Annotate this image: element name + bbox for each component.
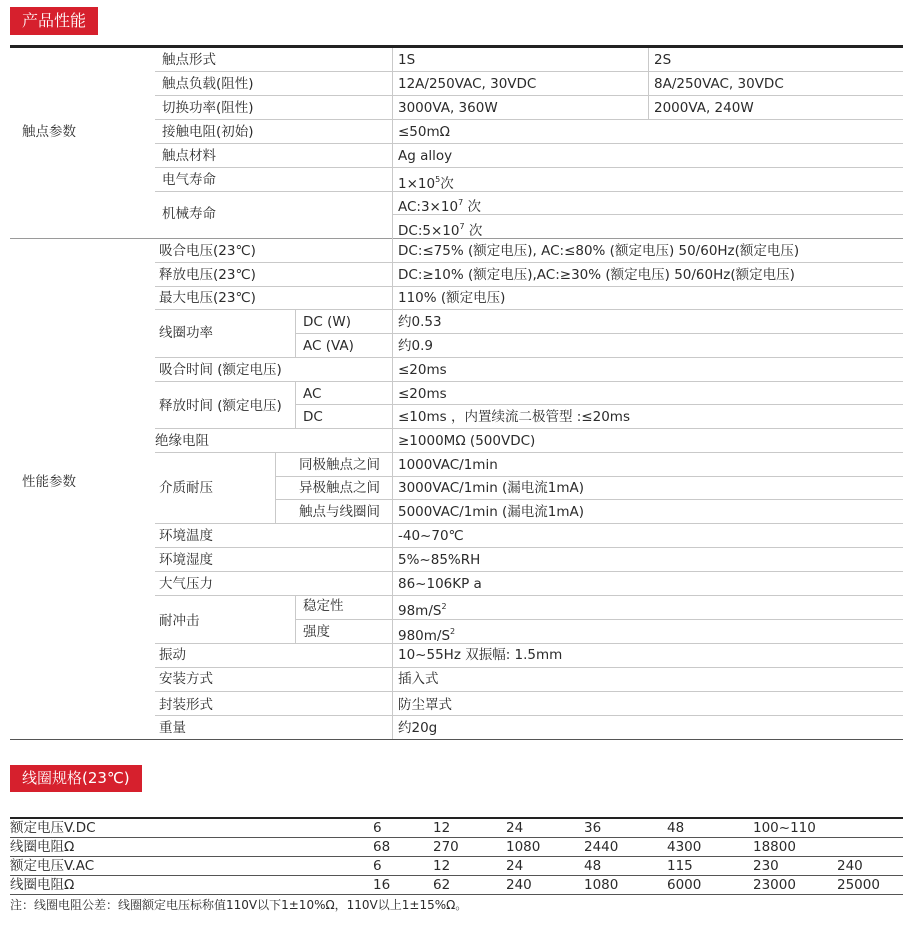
row-value: $1\times 10^5$次 xyxy=(398,175,454,192)
row-value: ≤20ms xyxy=(398,362,447,378)
row-label: 接触电阻(初始) xyxy=(162,124,254,140)
row-sublabel: 稳定性 xyxy=(303,598,344,614)
row-label: 触点材料 xyxy=(162,148,216,164)
table-cell: 18800 xyxy=(753,838,837,857)
footnote: 注：线圈电阻公差：线圈额定电压标称值110V以下1±10%Ω，110V以上1±15%Ω。 xyxy=(10,898,468,912)
row-value: 12A/250VAC, 30VDC xyxy=(398,76,537,92)
table-cell-label: 额定电压V.AC xyxy=(10,857,373,876)
table-cell-label: 线圈电阻Ω xyxy=(10,838,373,857)
row-label: 环境温度 xyxy=(159,528,213,544)
row-value: 86~106KP a xyxy=(398,576,482,592)
table-cell: 4300 xyxy=(667,838,753,857)
row-value: ≥1000MΩ (500VDC) xyxy=(398,433,536,449)
row-value: Ag alloy xyxy=(398,148,453,164)
row-value: 2000VA, 240W xyxy=(654,100,754,116)
row-value: -40~70℃ xyxy=(398,528,464,544)
group-label-performance: 性能参数 xyxy=(22,474,76,490)
row-value: 110% (额定电压) xyxy=(398,290,506,306)
section-rule xyxy=(10,45,903,48)
table-row xyxy=(10,857,903,876)
row-label: 环境湿度 xyxy=(159,552,213,568)
table-cell: 270 xyxy=(433,838,506,857)
row-label: 重量 xyxy=(159,720,186,736)
table-cell: 230 xyxy=(753,857,837,876)
row-sublabel: AC xyxy=(303,386,322,402)
table-cell: 48 xyxy=(584,857,667,876)
row-label: 最大电压(23℃) xyxy=(159,290,256,306)
row-label: 电气寿命 xyxy=(162,172,216,188)
row-value: 1S xyxy=(398,52,416,68)
row-value: 插入式 xyxy=(398,671,439,687)
table-cell: 1080 xyxy=(584,876,667,895)
table-cell: 48 xyxy=(667,818,753,838)
row-value: 8A/250VAC, 30VDC xyxy=(654,76,784,92)
row-value: $980m/S^2$ xyxy=(398,627,456,644)
row-label: 吸合电压(23℃) xyxy=(159,243,256,259)
table-cell xyxy=(837,818,903,838)
table-cell: 2440 xyxy=(584,838,667,857)
row-value: 1000VAC/1min xyxy=(398,457,498,473)
table-cell-label: 额定电压V.DC xyxy=(10,818,373,838)
row-value: DC:≥10% (额定电压),AC:≥30% (额定电压) 50/60Hz(额定电压) xyxy=(398,267,795,283)
block-bottom-rule xyxy=(10,739,903,740)
table-cell: 16 xyxy=(373,876,433,895)
row-value: 2S xyxy=(654,52,672,68)
row-label: 触点形式 xyxy=(162,52,216,68)
section-title-coil: 线圈规格(23℃) xyxy=(10,765,142,792)
table-row xyxy=(10,818,903,838)
table-cell: 240 xyxy=(837,857,903,876)
table-cell: 12 xyxy=(433,857,506,876)
table-cell-label: 线圈电阻Ω xyxy=(10,876,373,895)
table-cell: 1080 xyxy=(506,838,584,857)
row-label: 耐冲击 xyxy=(159,613,200,629)
row-label: 释放电压(23℃) xyxy=(159,267,256,283)
table-cell: 36 xyxy=(584,818,667,838)
table-cell: 25000 xyxy=(837,876,903,895)
table-cell: 100~110 xyxy=(753,818,837,838)
table-cell: 24 xyxy=(506,857,584,876)
row-label: 释放时间 (额定电压) xyxy=(159,398,282,414)
row-label: 线圈功率 xyxy=(159,325,213,341)
row-value: 约20g xyxy=(398,720,438,736)
row-value: 5000VAC/1min (漏电流1mA) xyxy=(398,504,585,520)
row-value: ≤50mΩ xyxy=(398,124,450,140)
row-sublabel: 同极触点之间 xyxy=(299,457,380,473)
table-cell: 115 xyxy=(667,857,753,876)
table-cell: 68 xyxy=(373,838,433,857)
row-value: $DC:5\times 10^7$ 次 xyxy=(398,222,483,239)
row-sublabel: 异极触点之间 xyxy=(299,480,380,496)
group-label-contact: 触点参数 xyxy=(22,124,76,140)
table-cell: 12 xyxy=(433,818,506,838)
row-value: ≤20ms xyxy=(398,386,447,402)
row-value: 约0.53 xyxy=(398,314,442,330)
row-value: $98m/S^2$ xyxy=(398,602,447,619)
table-cell: 240 xyxy=(506,876,584,895)
row-label: 触点负载(阻性) xyxy=(162,76,254,92)
row-sublabel: AC (VA) xyxy=(303,338,354,354)
row-value: ≤10ms ，内置续流二极管型 :≤20ms xyxy=(398,409,630,425)
row-label: 介质耐压 xyxy=(159,480,213,496)
row-value: 5%~85%RH xyxy=(398,552,481,568)
table-cell: 6 xyxy=(373,818,433,838)
row-sublabel: DC xyxy=(303,409,323,425)
row-label: 机械寿命 xyxy=(162,206,216,222)
table-row xyxy=(10,838,903,857)
row-value: $AC:3\times 10^7$ 次 xyxy=(398,198,481,215)
row-label: 封装形式 xyxy=(159,697,213,713)
row-value: 3000VAC/1min (漏电流1mA) xyxy=(398,480,585,496)
row-value: 约0.9 xyxy=(398,338,433,354)
row-label: 安装方式 xyxy=(159,671,213,687)
row-label: 大气压力 xyxy=(159,576,213,592)
section-title-performance: 产品性能 xyxy=(10,7,98,35)
coil-spec-table xyxy=(10,817,903,895)
row-label: 吸合时间 (额定电压) xyxy=(159,362,282,378)
row-label: 振动 xyxy=(159,647,186,663)
table-cell xyxy=(837,838,903,857)
row-label: 绝缘电阻 xyxy=(155,433,209,449)
row-value: 防尘罩式 xyxy=(398,697,452,713)
table-cell: 62 xyxy=(433,876,506,895)
row-sublabel: 强度 xyxy=(303,624,330,640)
table-cell: 6000 xyxy=(667,876,753,895)
table-cell: 6 xyxy=(373,857,433,876)
row-label: 切换功率(阻性) xyxy=(162,100,254,116)
row-value: 10~55Hz 双振幅: 1.5mm xyxy=(398,647,563,663)
table-cell: 24 xyxy=(506,818,584,838)
row-sublabel: 触点与线圈间 xyxy=(299,504,380,520)
row-value: 3000VA, 360W xyxy=(398,100,498,116)
row-value: DC:≤75% (额定电压), AC:≤80% (额定电压) 50/60Hz(额定电压) xyxy=(398,243,800,259)
table-cell: 23000 xyxy=(753,876,837,895)
table-row xyxy=(10,876,903,895)
row-sublabel: DC (W) xyxy=(303,314,351,330)
